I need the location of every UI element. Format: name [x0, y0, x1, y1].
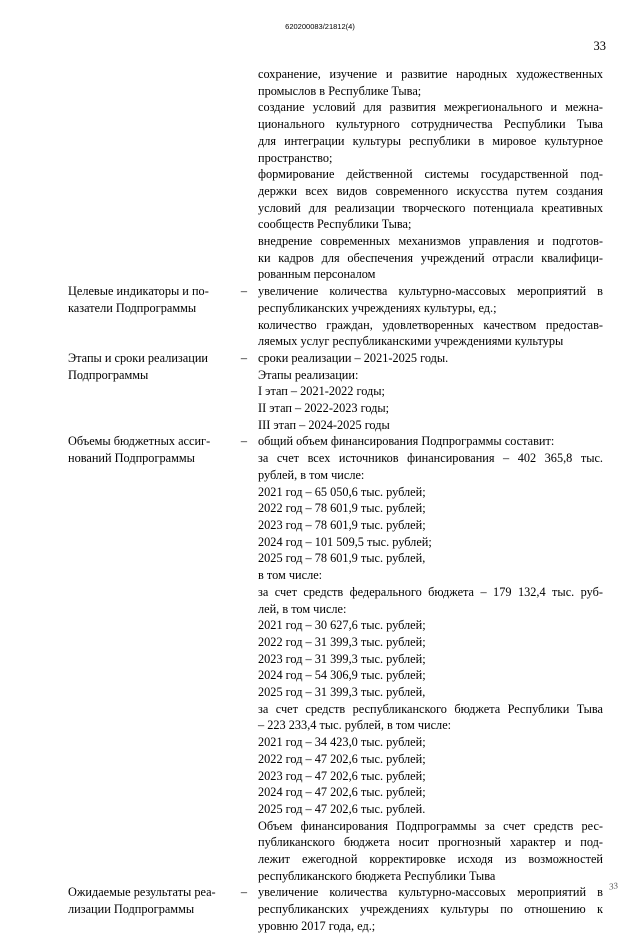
value-line: 2022 год – 31 399,3 тыс. рублей;: [258, 634, 426, 649]
row-label: [68, 884, 230, 917]
doc-id: 620200083/21812(4): [285, 22, 355, 31]
row-label: [68, 283, 230, 316]
value-line: 2023 год – 31 399,3 тыс. рублей;: [258, 651, 426, 666]
value-line: 2024 год – 101 509,5 тыс. рублей;: [258, 534, 432, 549]
value-line: за счет средств федерального бюджета – 179 132,4 тыс. руб-: [258, 584, 603, 599]
value-line: сообществ Республики Тыва;: [258, 217, 412, 232]
row-label-line: нований Подпрограммы: [68, 451, 195, 466]
value-line: в том числе:: [258, 568, 323, 583]
value-line: рованным персоналом: [258, 267, 376, 282]
value-line: количество граждан, удовлетворенных качеством предостав-: [258, 317, 603, 332]
passport-row: [68, 433, 603, 884]
value-line: 2021 год – 65 050,6 тыс. рублей;: [258, 484, 426, 499]
row-label-line: Объемы бюджетных ассиг-: [68, 434, 211, 449]
value-line: сроки реализации – 2021-2025 годы.: [258, 350, 449, 365]
row-value: [258, 884, 603, 934]
value-line: общий объем финансирования Подпрограммы составит:: [258, 434, 555, 449]
value-line: лежит ежегодной корректировке исходя из возможностей: [258, 852, 603, 867]
value-line: 2021 год – 30 627,6 тыс. рублей;: [258, 618, 426, 633]
row-dash: –: [240, 284, 248, 299]
value-line: промыслов в Республике Тыва;: [258, 83, 422, 98]
corner-mark: 33: [608, 880, 619, 892]
value-line: 2024 год – 47 202,6 тыс. рублей;: [258, 785, 426, 800]
value-line: 2022 год – 47 202,6 тыс. рублей;: [258, 751, 426, 766]
passport-row: [68, 283, 603, 350]
value-line: условий для реализации творческого потенциала креативных: [258, 200, 603, 215]
row-value: [258, 350, 603, 434]
value-line: ляемых услуг республиканскими учреждениями культуры: [258, 334, 564, 349]
value-line: уровню 2017 года, ед.;: [258, 918, 376, 933]
value-line: за счет средств республиканского бюджета Республики Тыва: [258, 701, 603, 716]
value-line: Этапы реализации:: [258, 367, 359, 382]
row-dash: –: [240, 434, 248, 449]
value-line: сохранение, изучение и развитие народных художественных: [258, 67, 603, 81]
value-line: республиканского бюджета Республики Тыва: [258, 868, 496, 883]
value-line: республиканских учреждениях культуры, ед.;: [258, 300, 497, 315]
row-label-line: Целевые индикаторы и по-: [68, 284, 209, 299]
row-dash: –: [240, 885, 248, 900]
value-line: за счет всех источников финансирования – 402 365,8 тыс.: [258, 451, 603, 466]
value-line: для интеграции культуры республики в мировое культурное: [258, 133, 603, 148]
row-label-line: Ожидаемые результаты реа-: [68, 885, 216, 900]
value-line: лей, в том числе:: [258, 601, 347, 616]
value-line: держки всех видов современного искусства путем создания: [258, 183, 603, 198]
passport-row: [68, 350, 603, 434]
value-line: 2025 год – 31 399,3 тыс. рублей,: [258, 685, 426, 700]
value-line: II этап – 2022-2023 годы;: [258, 401, 390, 416]
value-line: 2023 год – 47 202,6 тыс. рублей;: [258, 768, 426, 783]
page-number: 33: [593, 39, 606, 53]
value-line: создание условий для развития межрегионального и межна-: [258, 100, 603, 115]
value-line: внедрение современных механизмов управления и подготов-: [258, 234, 603, 249]
value-line: I этап – 2021-2022 годы;: [258, 384, 385, 399]
value-line: республиканских учреждениях культуры по отношению к: [258, 902, 603, 917]
value-line: Объем финансирования Подпрограммы за счет средств рес-: [258, 818, 603, 833]
value-line: формирование действенной системы государственной под-: [258, 167, 603, 182]
passport-row: [68, 66, 603, 283]
passport-row: [68, 884, 603, 934]
value-line: III этап – 2024-2025 годы: [258, 417, 390, 432]
value-line: увеличение количества культурно-массовых мероприятий в: [258, 885, 603, 900]
value-line: 2025 год – 78 601,9 тыс. рублей,: [258, 551, 426, 566]
row-label: [68, 350, 230, 383]
value-line: 2025 год – 47 202,6 тыс. рублей.: [258, 801, 426, 816]
value-line: увеличение количества культурно-массовых мероприятий в: [258, 284, 603, 299]
row-label-line: казатели Подпрограммы: [68, 300, 197, 315]
row-label-line: Этапы и сроки реализации: [68, 350, 208, 365]
value-line: 2022 год – 78 601,9 тыс. рублей;: [258, 501, 426, 516]
row-value: [258, 433, 603, 884]
value-line: ционального культурного сотрудничества Республики Тыва: [258, 117, 603, 132]
row-label-line: Подпрограммы: [68, 367, 149, 382]
value-line: – 223 233,4 тыс. рублей, в том числе:: [258, 718, 452, 733]
value-line: ки кадров для обеспечения учреждений отрасли квалифици-: [258, 250, 603, 265]
value-line: пространство;: [258, 150, 333, 165]
value-line: 2021 год – 34 423,0 тыс. рублей;: [258, 735, 426, 750]
value-line: 2023 год – 78 601,9 тыс. рублей;: [258, 517, 426, 532]
row-label: [68, 433, 230, 466]
row-label-line: лизации Подпрограммы: [68, 902, 195, 917]
row-dash: –: [240, 350, 248, 365]
row-value: [258, 66, 603, 283]
value-line: публиканского бюджета носит прогнозный характер и под-: [258, 835, 603, 850]
passport-table: [68, 66, 603, 935]
row-value: [258, 283, 603, 350]
value-line: 2024 год – 54 306,9 тыс. рублей;: [258, 668, 426, 683]
value-line: рублей, в том числе:: [258, 467, 365, 482]
